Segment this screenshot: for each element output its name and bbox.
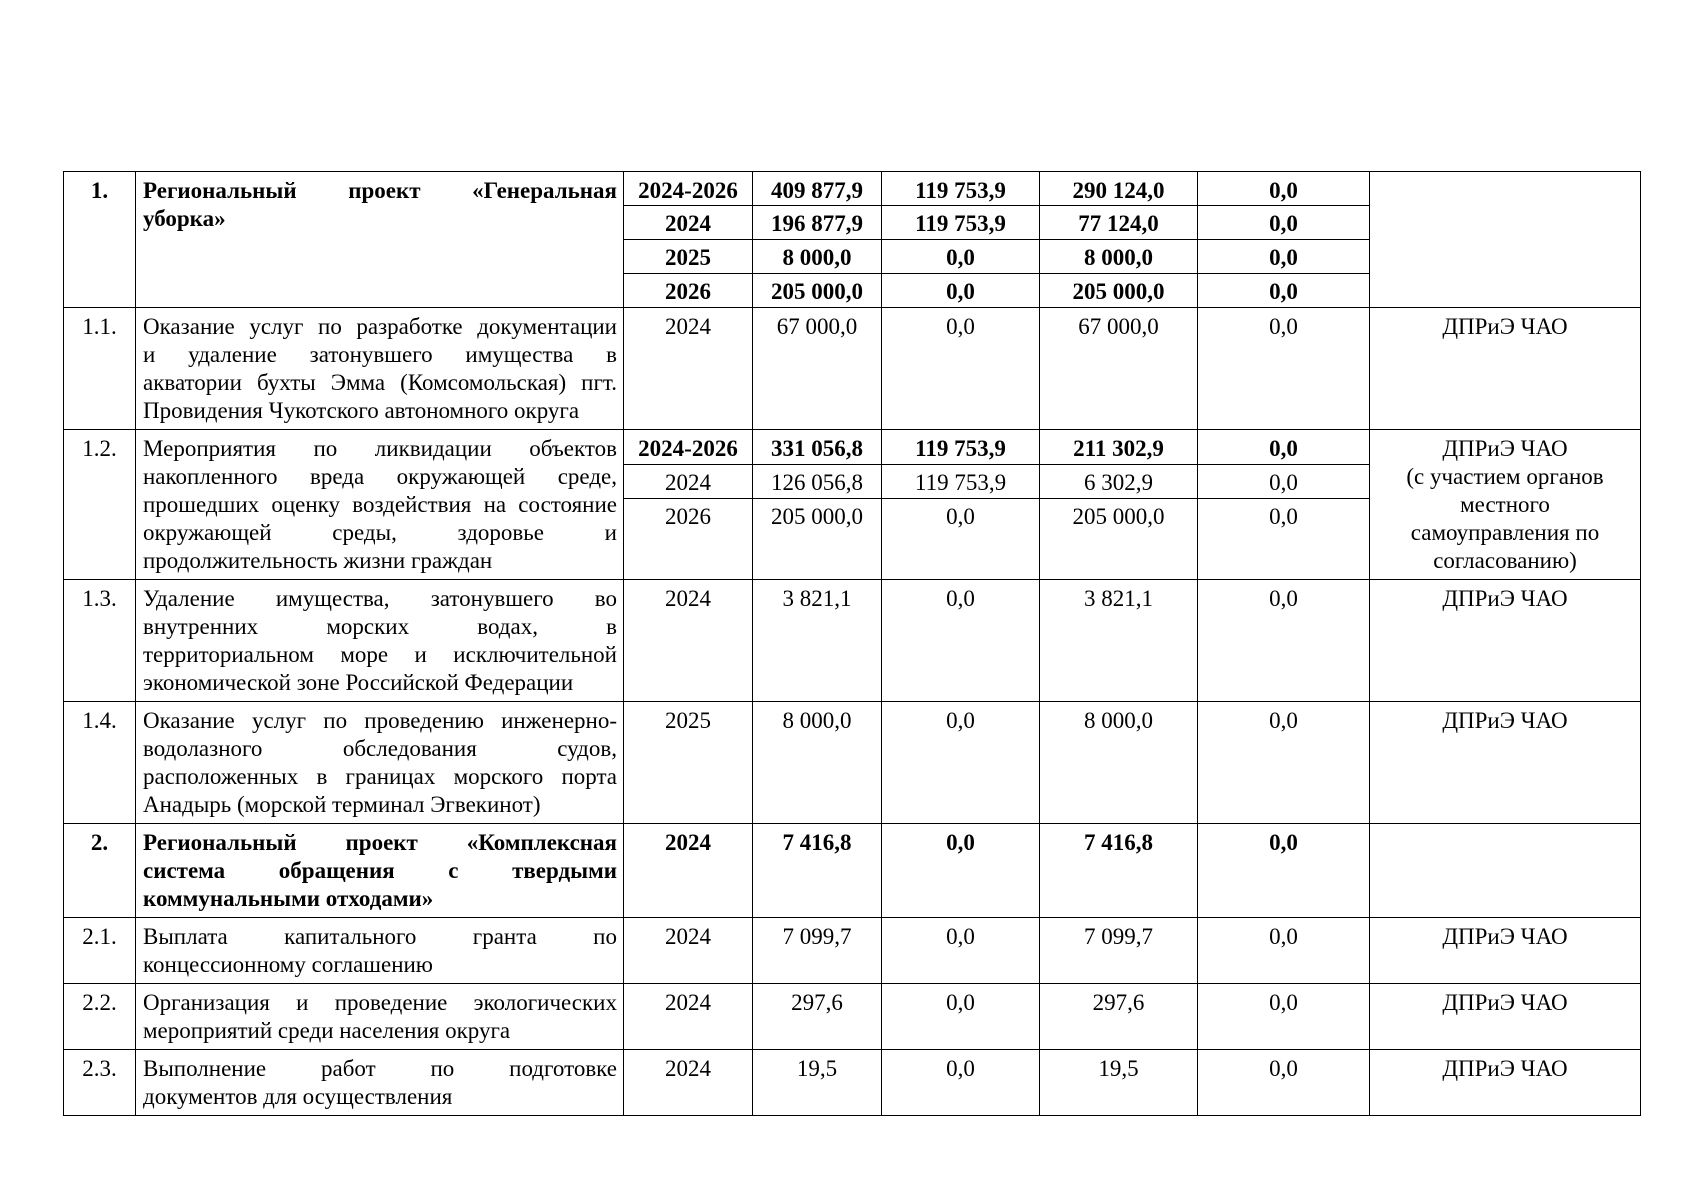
budget-table [63, 171, 1641, 1116]
activity-name-line: накопленного вреда окружающей среде, [143, 464, 617, 489]
budget-table-page [63, 171, 1640, 1116]
period-year: 2024 [624, 206, 753, 240]
activity-name-line: продолжительность жизни граждан [143, 548, 493, 573]
period-year: 2024 [624, 918, 753, 984]
activity-name-line: Оказание услуг по проведению инженерно- [143, 708, 617, 733]
executor-line: ДПРиЭ ЧАО [1442, 314, 1568, 339]
row-number: 1.3. [64, 580, 136, 702]
executor [1370, 172, 1641, 308]
amount-local: 0,0 [1198, 499, 1370, 580]
activity-name-line: Провидения Чукотского автономного округа [143, 398, 580, 423]
amount-federal: 0,0 [882, 274, 1040, 308]
amount-total: 67 000,0 [753, 308, 882, 430]
row-number: 2. [64, 824, 136, 918]
activity-name-line: система обращения с твердыми [143, 858, 617, 883]
activity-name-line: уборка» [143, 206, 226, 231]
executor-line: ДПРиЭ ЧАО [1442, 708, 1568, 733]
activity-name-line: территориальном море и исключительной [143, 642, 617, 667]
activity-name [136, 824, 624, 918]
period-year: 2024 [624, 464, 753, 499]
activity-name-line: коммунальными отходами» [143, 886, 434, 911]
executor [1370, 430, 1641, 580]
amount-okrug: 19,5 [1040, 1050, 1198, 1116]
activity-name-line: водолазного обследования судов, [143, 736, 617, 761]
activity-name-line: внутренних морских водах, в [143, 614, 617, 639]
activity-name-line: концессионному соглашению [143, 952, 433, 977]
activity-name [136, 308, 624, 430]
activity-name-line: Региональный проект «Генеральная [143, 178, 617, 203]
executor [1370, 984, 1641, 1050]
table-row [64, 702, 1641, 824]
amount-okrug: 290 124,0 [1040, 172, 1198, 206]
amount-local: 0,0 [1198, 430, 1370, 465]
executor [1370, 1050, 1641, 1116]
period-year: 2026 [624, 499, 753, 580]
activity-name [136, 580, 624, 702]
activity-name-line: Анадырь (морской терминал Эгвекинот) [143, 792, 541, 817]
activity-name-line: расположенных в границах морского порта [143, 764, 617, 789]
amount-okrug: 67 000,0 [1040, 308, 1198, 430]
amount-local: 0,0 [1198, 464, 1370, 499]
executor-line: местного [1460, 492, 1550, 517]
amount-okrug: 8 000,0 [1040, 240, 1198, 274]
amount-total: 331 056,8 [753, 430, 882, 465]
row-number: 2.2. [64, 984, 136, 1050]
amount-local: 0,0 [1198, 172, 1370, 206]
amount-okrug: 7 099,7 [1040, 918, 1198, 984]
amount-local: 0,0 [1198, 206, 1370, 240]
executor-line: ДПРиЭ ЧАО [1442, 1056, 1568, 1081]
table-row [64, 824, 1641, 918]
executor-line: согласованию) [1433, 548, 1577, 573]
executor-line: ДПРиЭ ЧАО [1442, 436, 1568, 461]
amount-federal: 0,0 [882, 499, 1040, 580]
table-row [64, 430, 1641, 465]
activity-name [136, 430, 624, 580]
amount-federal: 0,0 [882, 240, 1040, 274]
row-number: 1.2. [64, 430, 136, 580]
period-year: 2024-2026 [624, 172, 753, 206]
table-body [64, 172, 1641, 1116]
executor-line: ДПРиЭ ЧАО [1442, 990, 1568, 1015]
amount-federal: 0,0 [882, 308, 1040, 430]
period-year: 2024 [624, 308, 753, 430]
activity-name-line: Мероприятия по ликвидации объектов [143, 436, 617, 461]
amount-local: 0,0 [1198, 240, 1370, 274]
executor [1370, 702, 1641, 824]
amount-total: 7 099,7 [753, 918, 882, 984]
period-year: 2024 [624, 984, 753, 1050]
amount-total: 8 000,0 [753, 240, 882, 274]
activity-name-line: окружающей среды, здоровье и [143, 520, 617, 545]
executor-line: самоуправления по [1410, 520, 1600, 545]
amount-federal: 0,0 [882, 918, 1040, 984]
amount-total: 7 416,8 [753, 824, 882, 918]
activity-name [136, 1050, 624, 1116]
period-year: 2024 [624, 1050, 753, 1116]
period-year: 2025 [624, 702, 753, 824]
row-number: 2.1. [64, 918, 136, 984]
amount-local: 0,0 [1198, 984, 1370, 1050]
amount-local: 0,0 [1198, 274, 1370, 308]
amount-total: 19,5 [753, 1050, 882, 1116]
activity-name [136, 984, 624, 1050]
amount-federal: 119 753,9 [882, 430, 1040, 465]
executor-line: (с участием органов [1406, 464, 1604, 489]
activity-name-line: и удаление затонувшего имущества в [143, 342, 617, 367]
activity-name-line: Организация и проведение экологических [143, 990, 617, 1015]
amount-federal: 0,0 [882, 1050, 1040, 1116]
activity-name-line: документов для осуществления [143, 1084, 453, 1109]
amount-federal: 119 753,9 [882, 464, 1040, 499]
amount-okrug: 297,6 [1040, 984, 1198, 1050]
activity-name-line: экономической зоне Российской Федерации [143, 670, 574, 695]
amount-okrug: 7 416,8 [1040, 824, 1198, 918]
executor [1370, 824, 1641, 918]
activity-name-line: Выполнение работ по подготовке [143, 1056, 617, 1081]
amount-local: 0,0 [1198, 824, 1370, 918]
row-number: 1.1. [64, 308, 136, 430]
amount-local: 0,0 [1198, 918, 1370, 984]
executor [1370, 308, 1641, 430]
amount-federal: 0,0 [882, 580, 1040, 702]
amount-total: 8 000,0 [753, 702, 882, 824]
executor [1370, 580, 1641, 702]
amount-total: 196 877,9 [753, 206, 882, 240]
amount-okrug: 205 000,0 [1040, 499, 1198, 580]
amount-total: 409 877,9 [753, 172, 882, 206]
table-row [64, 984, 1641, 1050]
activity-name-line: Выплата капитального гранта по [143, 924, 617, 949]
amount-okrug: 6 302,9 [1040, 464, 1198, 499]
executor-line: ДПРиЭ ЧАО [1442, 924, 1568, 949]
period-year: 2024-2026 [624, 430, 753, 465]
activity-name-line: Оказание услуг по разработке документации [143, 314, 617, 339]
amount-local: 0,0 [1198, 1050, 1370, 1116]
amount-okrug: 211 302,9 [1040, 430, 1198, 465]
amount-local: 0,0 [1198, 702, 1370, 824]
amount-okrug: 77 124,0 [1040, 206, 1198, 240]
activity-name-line: мероприятий среди населения округа [143, 1018, 511, 1043]
amount-federal: 0,0 [882, 702, 1040, 824]
amount-federal: 0,0 [882, 824, 1040, 918]
activity-name-line: Региональный проект «Комплексная [143, 830, 617, 855]
period-year: 2026 [624, 274, 753, 308]
amount-local: 0,0 [1198, 580, 1370, 702]
amount-total: 126 056,8 [753, 464, 882, 499]
activity-name-line: прошедших оценку воздействия на состояние [143, 492, 617, 517]
activity-name [136, 172, 624, 308]
amount-total: 205 000,0 [753, 499, 882, 580]
amount-total: 297,6 [753, 984, 882, 1050]
period-year: 2024 [624, 824, 753, 918]
period-year: 2024 [624, 580, 753, 702]
activity-name-line: акватории бухты Эмма (Комсомольская) пгт. [143, 370, 617, 395]
amount-federal: 119 753,9 [882, 172, 1040, 206]
table-row [64, 1050, 1641, 1116]
activity-name [136, 918, 624, 984]
table-row [64, 580, 1641, 702]
activity-name-line: Удаление имущества, затонувшего во [143, 586, 617, 611]
amount-local: 0,0 [1198, 308, 1370, 430]
table-row [64, 172, 1641, 206]
amount-federal: 119 753,9 [882, 206, 1040, 240]
amount-okrug: 8 000,0 [1040, 702, 1198, 824]
period-year: 2025 [624, 240, 753, 274]
row-number: 2.3. [64, 1050, 136, 1116]
amount-okrug: 3 821,1 [1040, 580, 1198, 702]
amount-okrug: 205 000,0 [1040, 274, 1198, 308]
amount-federal: 0,0 [882, 984, 1040, 1050]
row-number: 1. [64, 172, 136, 308]
row-number: 1.4. [64, 702, 136, 824]
amount-total: 205 000,0 [753, 274, 882, 308]
executor-line: ДПРиЭ ЧАО [1442, 586, 1568, 611]
activity-name [136, 702, 624, 824]
table-row [64, 918, 1641, 984]
executor [1370, 918, 1641, 984]
table-row [64, 308, 1641, 430]
amount-total: 3 821,1 [753, 580, 882, 702]
